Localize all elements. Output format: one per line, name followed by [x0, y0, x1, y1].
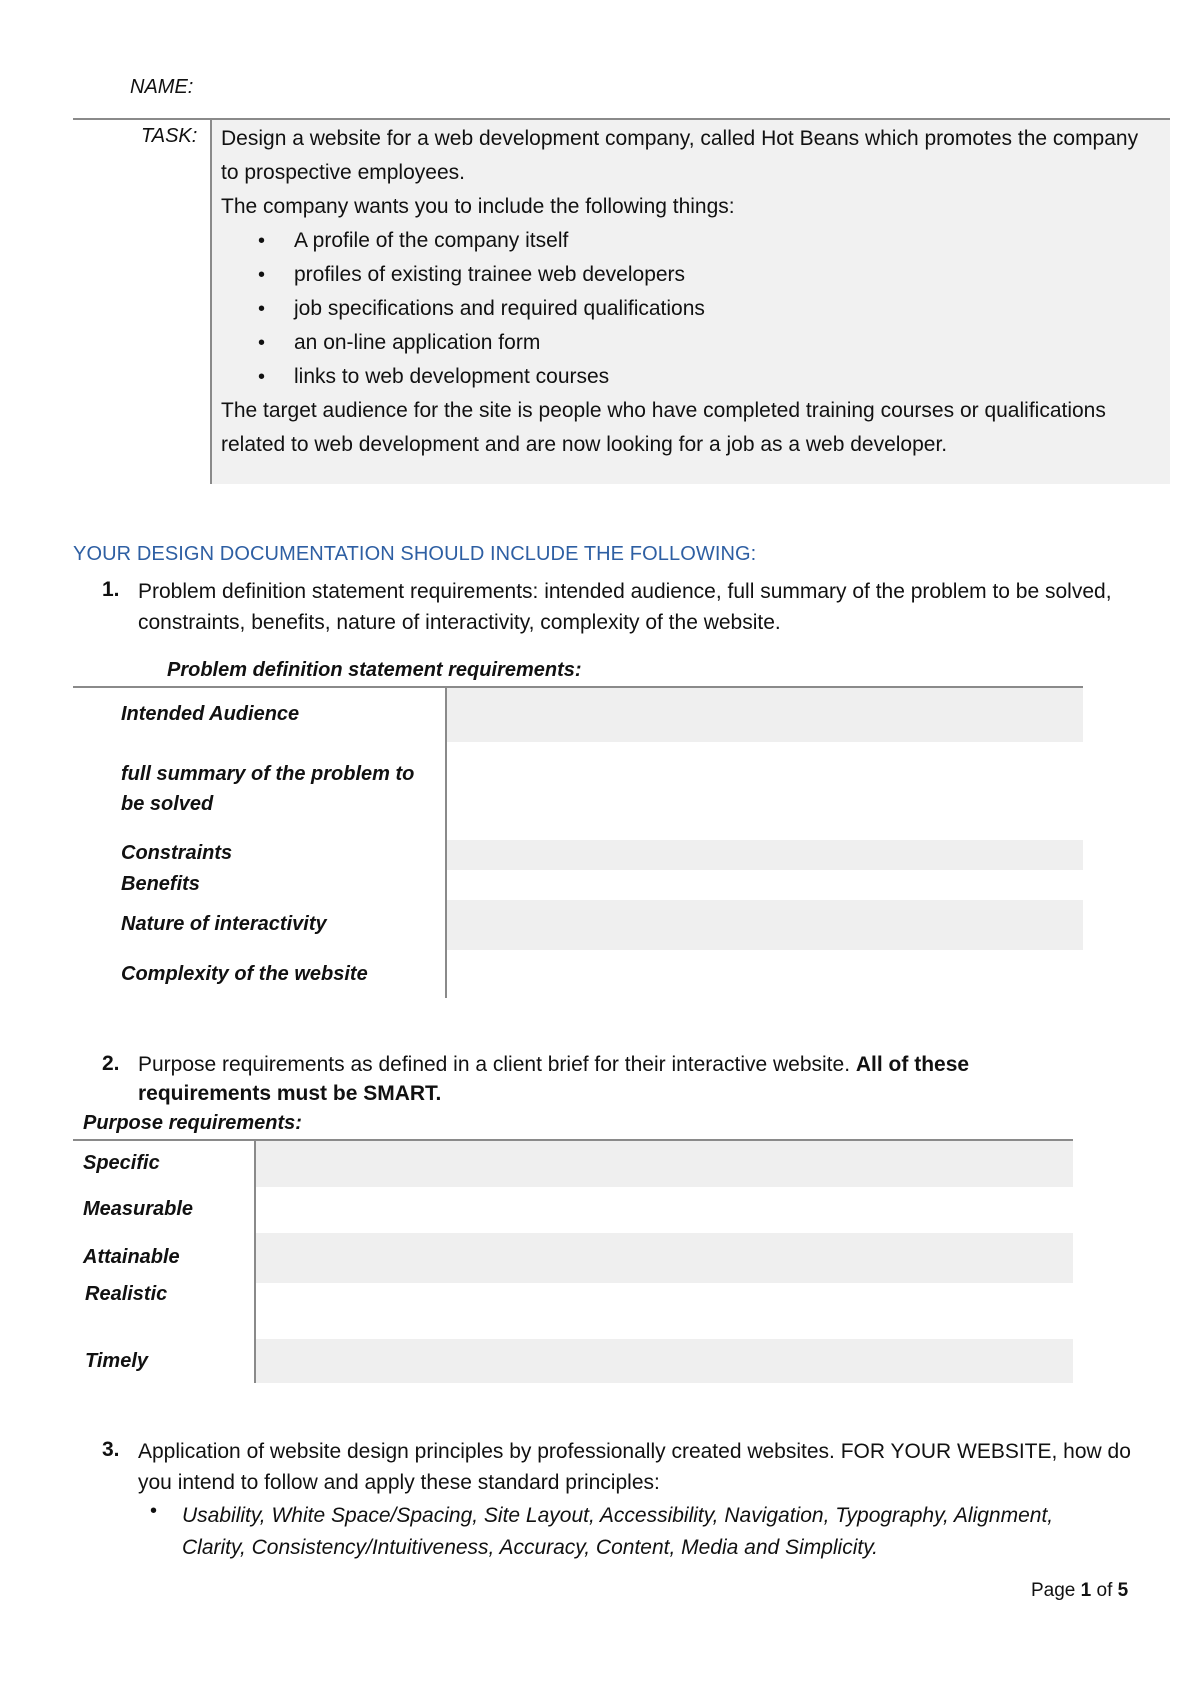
task-requirement-item: • A profile of the company itself	[221, 224, 1161, 258]
item-text-emphasis: All of these requirements must be SMART.	[138, 1053, 970, 1105]
task-requirements-list	[221, 224, 1161, 394]
item-text	[138, 1050, 1098, 1108]
table-column-divider	[445, 688, 447, 998]
total-page-count: 5	[1117, 1580, 1129, 1601]
design-principles-list: Usability, White Space/Spacing, Site Layout, Accessibility, Navigation, Typography, Alignment, Clarity, Consistency/Intuitiveness, Accuracy, Content, Media and Simplicity.	[182, 1504, 1054, 1559]
row-label-attainable: Attainable	[83, 1246, 180, 1268]
answer-cell-benefits[interactable]	[447, 870, 1083, 900]
row-label-timely: Timely	[85, 1350, 148, 1372]
task-lead: The company wants you to include the following things:	[221, 195, 735, 218]
item-text-plain: Purpose requirements as defined in a client brief for their interactive website.	[138, 1053, 851, 1076]
of-word: of	[1096, 1580, 1113, 1601]
answer-cell-interactivity[interactable]	[447, 900, 1083, 950]
task-description	[221, 122, 1161, 462]
task-requirement-item: • links to web development courses	[221, 360, 1161, 394]
bullet: •	[150, 1500, 158, 1522]
answer-cell-measurable[interactable]	[256, 1187, 1073, 1233]
task-label: TASK:	[141, 125, 198, 147]
row-label-measurable: Measurable	[83, 1198, 194, 1220]
table-caption: Problem definition statement requirements:	[167, 659, 582, 681]
answer-cell-complexity[interactable]	[447, 950, 1083, 998]
row-label-interactivity: Nature of interactivity	[121, 913, 327, 935]
item-number: 3.	[102, 1438, 120, 1461]
task-intro: Design a website for a web development company, called Hot Beans which promotes the company to prospective employees.	[221, 127, 1139, 184]
current-page-number: 1	[1080, 1580, 1092, 1601]
item-number: 2.	[102, 1052, 120, 1075]
section-heading: YOUR DESIGN DOCUMENTATION SHOULD INCLUDE THE FOLLOWING:	[73, 543, 757, 565]
task-requirement-item: • job specifications and required qualifications	[221, 292, 1161, 326]
row-label-specific: Specific	[83, 1152, 160, 1174]
item-text: Application of website design principles by professionally created websites. FOR YOUR WEBSITE, how do you intend to follow and apply these standard principles:	[138, 1440, 1131, 1494]
table-caption: Purpose requirements:	[83, 1112, 302, 1134]
row-label-benefits: Benefits	[121, 873, 200, 895]
answer-cell-intended-audience[interactable]	[447, 688, 1083, 742]
page-word: Page	[1031, 1580, 1076, 1601]
row-label-intended-audience: Intended Audience	[121, 703, 300, 725]
answer-cell-specific[interactable]	[256, 1141, 1073, 1187]
task-audience: The target audience for the site is people who have completed training courses or qualifications related to web development and are now looking for a job as a web developer.	[221, 399, 1106, 456]
item-text: Problem definition statement requirements: intended audience, full summary of the problem to be solved, constraints, benefits, nature of interactivity, complexity of the website.	[138, 580, 1112, 634]
row-label-realistic: Realistic	[85, 1283, 168, 1305]
answer-cell-summary[interactable]	[447, 742, 1083, 840]
answer-cell-timely[interactable]	[256, 1339, 1073, 1383]
table-column-divider	[254, 1141, 256, 1383]
name-label: NAME:	[130, 76, 194, 98]
task-requirement-item: • an on-line application form	[221, 326, 1161, 360]
answer-cell-constraints[interactable]	[447, 840, 1083, 870]
row-label-complexity: Complexity of the website	[121, 963, 368, 985]
item-number: 1.	[102, 578, 120, 601]
answer-cell-realistic[interactable]	[256, 1283, 1073, 1339]
row-label-constraints: Constraints	[121, 842, 233, 864]
page-footer	[1031, 1580, 1128, 1602]
task-requirement-item: • profiles of existing trainee web developers	[221, 258, 1161, 292]
row-label-summary: full summary of the problem to be solved	[121, 763, 415, 815]
answer-cell-attainable[interactable]	[256, 1233, 1073, 1283]
